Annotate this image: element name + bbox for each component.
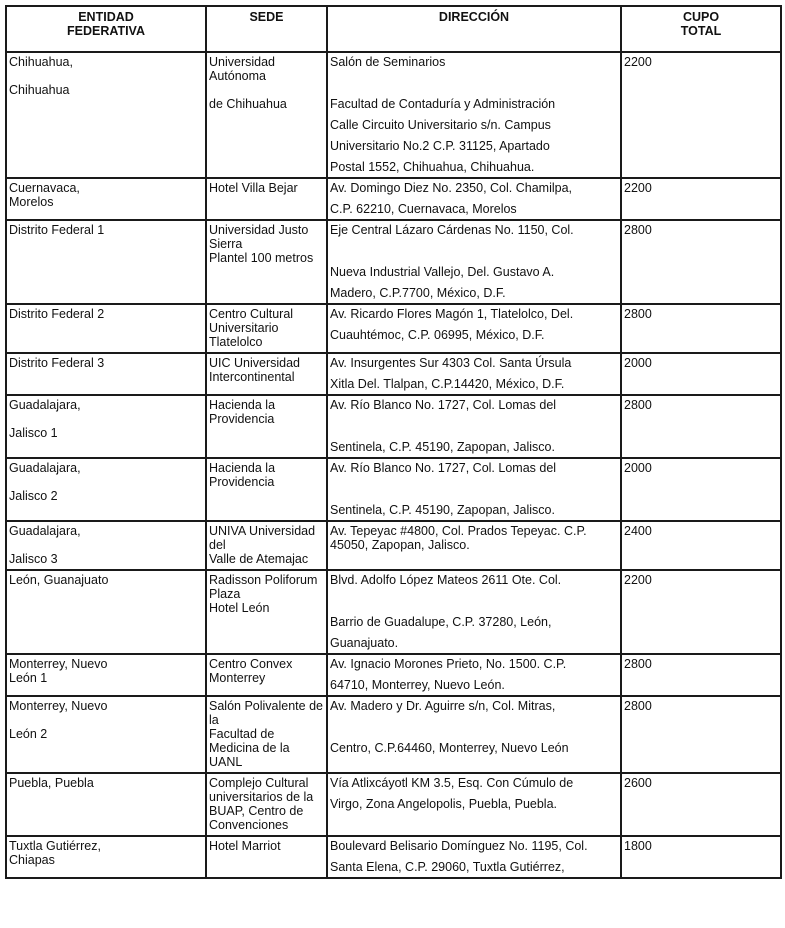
cell-direccion [327,521,621,570]
cupo-value: 2800 [624,699,652,713]
cell-sede [206,304,327,353]
cell-direccion-line: Sentinela, C.P. 45190, Zapopan, Jalisco. [330,440,555,454]
cell-direccion [327,220,621,304]
cupo-value: 2400 [624,524,652,538]
table-row [6,178,781,220]
cell-cupo [621,52,781,178]
cell-entidad-line: León 2 [9,727,48,741]
cell-sede-line: UIC Universidad [209,356,301,370]
cupo-value: 2000 [624,356,652,370]
cell-sede [206,353,327,395]
cell-direccion-line: Salón de Seminarios [330,55,446,69]
cell-sede [206,178,327,220]
cell-direccion [327,395,621,458]
cell-entidad-line: Distrito Federal 1 [9,223,105,237]
cell-entidad [6,458,206,521]
cell-sede-line: Universidad Autónoma [209,55,276,83]
cell-direccion-line [330,720,618,734]
cell-sede [206,220,327,304]
cell-entidad-line: Puebla, Puebla [9,776,94,790]
cell-direccion-line: Nueva Industrial Vallejo, Del. Gustavo A. [330,265,555,279]
cell-sede-line: Complejo Cultural [209,776,309,790]
cell-cupo [621,836,781,878]
cupo-value: 2200 [624,181,652,195]
cell-entidad-line [9,69,203,83]
cell-entidad-line: Tuxtla Gutiérrez, [9,839,101,853]
cell-sede [206,836,327,878]
cell-entidad-line: Jalisco 2 [9,489,58,503]
cell-entidad-line: Chihuahua [9,83,70,97]
cell-direccion-line: 64710, Monterrey, Nuevo León. [330,678,505,692]
cupo-value: 2200 [624,573,652,587]
table-row [6,52,781,178]
cell-direccion-line: Av. Río Blanco No. 1727, Col. Lomas del [330,398,557,412]
cell-entidad-line: Guadalajara, [9,398,81,412]
cupo-value: 2800 [624,657,652,671]
cell-sede-line: universitarios de la [209,790,314,804]
cell-direccion-line: Av. Tepeyac #4800, Col. Prados Tepeyac. C.P. 45050, Zapopan, Jalisco. [330,524,587,552]
cell-entidad-line: Guadalajara, [9,461,81,475]
cell-direccion-line: Boulevard Belisario Domínguez No. 1195, Col. [330,839,588,853]
cell-cupo [621,304,781,353]
cell-cupo [621,458,781,521]
cell-entidad-line: Jalisco 3 [9,552,58,566]
cell-entidad-line [9,475,203,489]
cell-sede-line: BUAP, Centro de [209,804,304,818]
cell-entidad [6,696,206,773]
cell-entidad-line: Guadalajara, [9,524,81,538]
cell-sede-line: Universidad Justo Sierra [209,223,309,251]
cell-entidad [6,521,206,570]
cell-entidad [6,52,206,178]
cell-direccion-line [330,419,618,433]
cell-entidad-line: Monterrey, Nuevo [9,699,108,713]
cell-direccion-line: Postal 1552, Chihuahua, Chihuahua. [330,160,535,174]
table-row [6,836,781,878]
cell-sede-line: Salón Polivalente de la [209,699,323,727]
cell-entidad [6,654,206,696]
cell-direccion [327,458,621,521]
cell-direccion-line: Facultad de Contaduría y Administración [330,97,556,111]
cell-entidad [6,304,206,353]
cell-sede-line: Hotel Villa Bejar [209,181,298,195]
venues-table [5,5,782,879]
cell-direccion-line [330,76,618,90]
cell-entidad [6,836,206,878]
cell-entidad-line: León, Guanajuato [9,573,109,587]
cell-sede-line: Centro Convex [209,657,293,671]
cell-sede-line: Plantel 100 metros [209,251,314,265]
cell-sede-line: Hacienda la Providencia [209,398,276,426]
cell-entidad-line: Jalisco 1 [9,426,58,440]
cell-sede [206,521,327,570]
cell-direccion-line: Calle Circuito Universitario s/n. Campus [330,118,551,132]
cell-entidad [6,178,206,220]
header-direccion: DIRECCIÓN [327,6,621,52]
table-row [6,353,781,395]
cell-sede-line [209,83,324,97]
cell-entidad-line [9,538,203,552]
header-sede: SEDE [206,6,327,52]
cell-direccion [327,353,621,395]
cell-sede-line: Radisson Poliforum Plaza [209,573,318,601]
cell-sede [206,458,327,521]
cell-cupo [621,654,781,696]
cell-entidad-line: Monterrey, Nuevo [9,657,108,671]
cell-direccion-line: Av. Ricardo Flores Magón 1, Tlatelolco, Del. [330,307,574,321]
cell-direccion-line: Av. Ignacio Morones Prieto, No. 1500. C.P. [330,657,567,671]
cell-direccion-line: Sentinela, C.P. 45190, Zapopan, Jalisco. [330,503,555,517]
cell-direccion [327,654,621,696]
cell-direccion-line: Av. Río Blanco No. 1727, Col. Lomas del [330,461,557,475]
cell-entidad [6,773,206,836]
cell-entidad-line: Chiapas [9,853,55,867]
header-cupo: CUPO TOTAL [621,6,781,52]
cell-direccion-line: Cuauhtémoc, C.P. 06995, México, D.F. [330,328,545,342]
table-row [6,654,781,696]
cupo-value: 2000 [624,461,652,475]
cell-sede-line: UNIVA Universidad del [209,524,316,552]
cell-entidad-line: Morelos [9,195,54,209]
table-row [6,696,781,773]
cell-cupo [621,178,781,220]
table-row [6,220,781,304]
cell-entidad-line: León 1 [9,671,48,685]
cell-cupo [621,696,781,773]
cell-sede-line: Centro Cultural [209,307,294,321]
cell-direccion [327,52,621,178]
cell-sede-line: Convenciones [209,818,289,832]
cell-sede-line: Intercontinental [209,370,295,384]
cell-sede-line: Hotel Marriot [209,839,281,853]
cell-direccion-line [330,244,618,258]
cell-sede-line: de Chihuahua [209,97,287,111]
cell-direccion [327,696,621,773]
cell-sede [206,52,327,178]
document-page [5,5,780,879]
cell-entidad-line: Distrito Federal 2 [9,307,105,321]
table-body [6,52,781,878]
cell-entidad-line [9,713,203,727]
cell-sede-line: Valle de Atemajac [209,552,309,566]
cell-sede-line: Hacienda la Providencia [209,461,276,489]
table-row [6,395,781,458]
cell-direccion-line [330,594,618,608]
cell-entidad [6,353,206,395]
cell-entidad [6,220,206,304]
cell-direccion-line: Vía Atlixcáyotl KM 3.5, Esq. Con Cúmulo de [330,776,574,790]
table-row [6,773,781,836]
cell-sede-line: Hotel León [209,601,270,615]
cell-direccion [327,178,621,220]
table-row [6,458,781,521]
cupo-value: 2800 [624,307,652,321]
cell-direccion-line: C.P. 62210, Cuernavaca, Morelos [330,202,517,216]
cell-cupo [621,353,781,395]
cell-cupo [621,521,781,570]
cell-direccion-line: Centro, C.P.64460, Monterrey, Nuevo León [330,741,569,755]
cell-direccion-line: Av. Insurgentes Sur 4303 Col. Santa Úrsula [330,356,572,370]
cell-sede-line: Monterrey [209,671,266,685]
header-entidad: ENTIDAD FEDERATIVA [6,6,206,52]
table-row [6,304,781,353]
cell-cupo [621,220,781,304]
cell-direccion-line: Av. Domingo Diez No. 2350, Col. Chamilpa, [330,181,573,195]
cell-direccion-line: Universitario No.2 C.P. 31125, Apartado [330,139,550,153]
cell-direccion-line: Eje Central Lázaro Cárdenas No. 1150, Col. [330,223,574,237]
cell-direccion-line: Guanajuato. [330,636,399,650]
cell-direccion-line: Santa Elena, C.P. 29060, Tuxtla Gutiérrez, [330,860,565,874]
cell-direccion-line: Madero, C.P.7700, México, D.F. [330,286,506,300]
cell-direccion-line: Av. Madero y Dr. Aguirre s/n, Col. Mitras, [330,699,556,713]
table-row [6,521,781,570]
cell-direccion-line: Xitla Del. Tlalpan, C.P.14420, México, D.F. [330,377,565,391]
cell-entidad-line: Chihuahua, [9,55,73,69]
cell-direccion-line: Barrio de Guadalupe, C.P. 37280, León, [330,615,552,629]
cell-cupo [621,773,781,836]
cell-direccion-line: Virgo, Zona Angelopolis, Puebla, Puebla. [330,797,558,811]
cupo-value: 2600 [624,776,652,790]
table-header-row [6,6,781,52]
cell-direccion [327,773,621,836]
cell-sede [206,395,327,458]
cell-direccion-line [330,482,618,496]
cupo-value: 1800 [624,839,652,853]
cell-sede-line: Universitario Tlatelolco [209,321,279,349]
cell-cupo [621,395,781,458]
cell-entidad [6,395,206,458]
cell-entidad-line: Distrito Federal 3 [9,356,105,370]
cell-direccion [327,836,621,878]
cell-entidad [6,570,206,654]
cupo-value: 2800 [624,223,652,237]
cupo-value: 2800 [624,398,652,412]
cell-sede [206,570,327,654]
cell-entidad-line: Cuernavaca, [9,181,80,195]
cell-sede-line: Facultad de Medicina de la UANL [209,727,290,769]
cell-entidad-line [9,412,203,426]
cell-sede [206,654,327,696]
cell-sede [206,773,327,836]
cell-direccion-line: Blvd. Adolfo López Mateos 2611 Ote. Col. [330,573,562,587]
cell-direccion [327,570,621,654]
table-row [6,570,781,654]
cupo-value: 2200 [624,55,652,69]
cell-sede [206,696,327,773]
cell-cupo [621,570,781,654]
cell-direccion [327,304,621,353]
